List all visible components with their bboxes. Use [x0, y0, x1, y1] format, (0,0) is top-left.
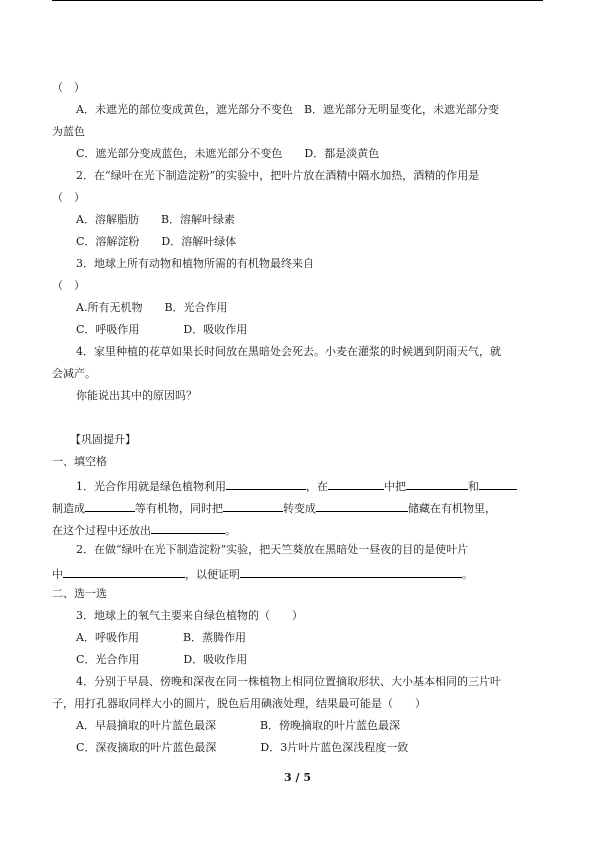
option-ab: A．溶解脂肪 B．溶解叶绿素: [76, 213, 236, 226]
fill-question-line: 2．在做“绿叶在光下制造淀粉”实验，把天竺葵放在黑暗处一昼夜的目的是使叶片: [76, 543, 469, 556]
question-prompt: 你能说出其中的原因吗？: [76, 389, 197, 402]
page-number: 3 / 5: [284, 771, 311, 784]
question-stem: 3．地球上所有动物和植物所需的有机物最终来自: [76, 257, 314, 270]
fill-text: 。: [462, 568, 473, 581]
option-cd: C．溶解淀粉 D．溶解叶绿体: [76, 235, 237, 248]
answer-paren: （ ）: [52, 81, 85, 94]
fill-question-line: [52, 521, 236, 538]
fill-text: 中把: [384, 480, 406, 493]
fill-text: 转变成: [283, 502, 316, 515]
question-stem: 4．分别于早晨、傍晚和深夜在同一株植物上相同位置摘取形状、大小基本相同的三片叶: [76, 675, 501, 688]
fill-text: 1．光合作用就是绿色植物利用: [76, 480, 226, 493]
option-cd: C．光合作用 D．吸收作用: [76, 653, 248, 666]
fill-text: 中: [52, 568, 63, 581]
answer-blank[interactable]: [226, 477, 306, 490]
answer-blank[interactable]: [85, 499, 135, 512]
question-stem: 3．地球上的氧气主要来自绿色植物的（ ）: [76, 609, 303, 622]
answer-blank[interactable]: [328, 477, 384, 490]
question-stem-continuation: 子，用打孔器取同样大小的圆片，脱色后用碘液处理，结果最可能是（ ）: [52, 697, 426, 710]
fill-text: ，在: [306, 480, 328, 493]
answer-blank[interactable]: [223, 499, 283, 512]
question-stem-continuation: 会减产。: [52, 367, 96, 380]
answer-blank[interactable]: [316, 499, 408, 512]
option-cd: C．呼吸作用 D．吸收作用: [76, 323, 248, 336]
fill-text: ，以便证明: [185, 568, 240, 581]
option-ab: A．早晨摘取的叶片蓝色最深 B．傍晚摘取的叶片蓝色最深: [76, 719, 401, 732]
fill-text: 制造成: [52, 502, 85, 515]
fill-text: 在这个过程中还放出: [52, 524, 151, 537]
fill-text: 储藏在有机物里，: [408, 502, 496, 515]
answer-blank[interactable]: [151, 521, 225, 534]
option-ab: A．呼吸作用 B．蒸腾作用: [76, 631, 247, 644]
part-heading: 一、填空格: [52, 455, 107, 468]
fill-question-line: [52, 565, 473, 582]
fill-question-line: [52, 499, 496, 516]
answer-blank[interactable]: [63, 565, 185, 578]
section-title: 【巩固提升】: [70, 433, 136, 446]
answer-paren: （ ）: [52, 191, 85, 204]
option-b-continuation: 为蓝色: [52, 125, 85, 138]
question-stem: 4．家里种植的花草如果长时间放在黑暗处会死去。小麦在灌浆的时候遇到阴雨天气，就: [76, 345, 501, 358]
fill-question-line: [76, 477, 517, 494]
answer-blank[interactable]: [240, 565, 462, 578]
option-ab: A．未遮光的部位变成黄色，遮光部分不变色 B．遮光部分无明显变化，未遮光部分变: [76, 103, 500, 116]
option-cd: C．遮光部分变成蓝色，未遮光部分不变色 D．都是淡黄色: [76, 147, 380, 160]
answer-blank[interactable]: [406, 477, 468, 490]
fill-text: 。: [225, 524, 236, 537]
answer-paren: （ ）: [52, 279, 85, 292]
fill-text: 和: [468, 480, 479, 493]
header-rule: [52, 0, 543, 1]
option-ab: A.所有无机物 B．光合作用: [76, 301, 228, 314]
part-heading: 二、选一选: [52, 587, 107, 600]
question-stem: 2．在“绿叶在光下制造淀粉”的实验中，把叶片放在酒精中隔水加热，酒精的作用是: [76, 169, 480, 182]
option-cd: C．深夜摘取的叶片蓝色最深 D．3片叶片蓝色深浅程度一致: [76, 741, 409, 754]
answer-blank[interactable]: [479, 477, 517, 490]
fill-text: 等有机物，同时把: [135, 502, 223, 515]
